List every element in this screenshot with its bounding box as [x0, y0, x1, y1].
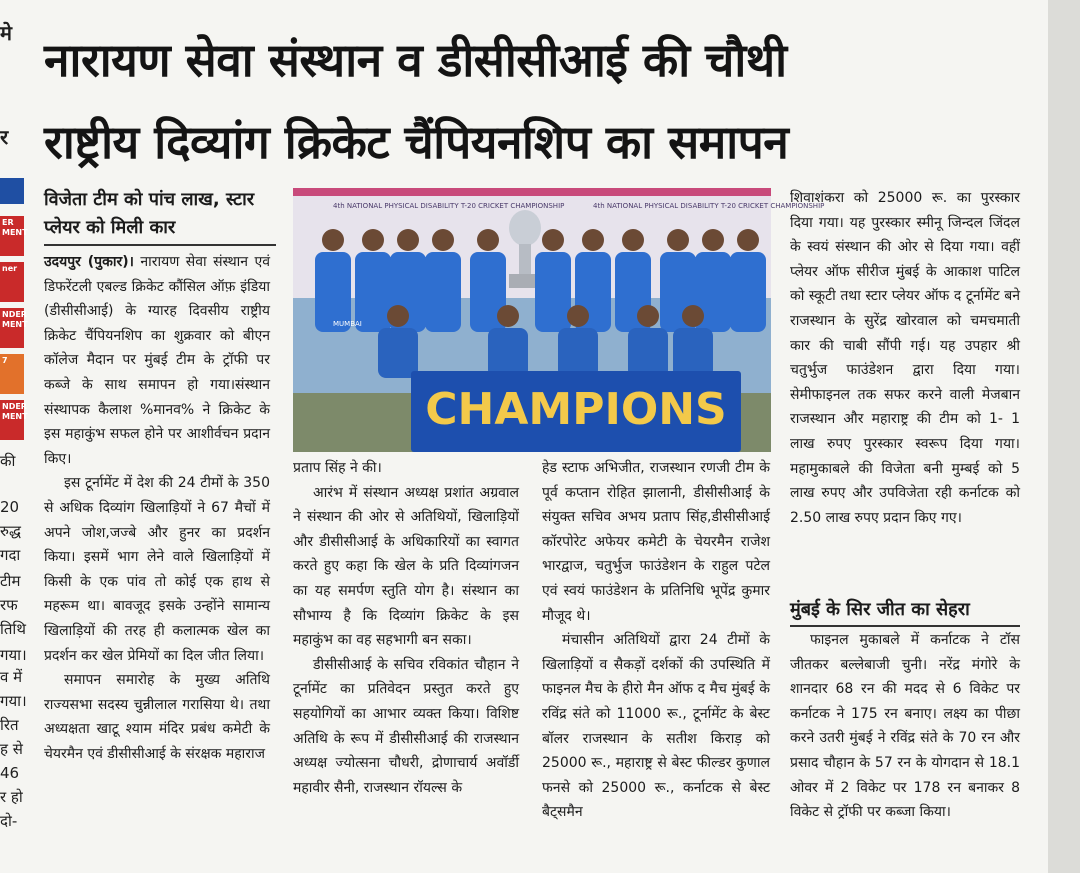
- paragraph: शिवाशंकरा को 25000 रू. का पुरस्कार दिया गया। यह पुरस्कार स्मीनू जिन्दल जिंदल के स्वयं संस्थान की ओर से दिया गया। वहीं प्लेयर ऑफ सीरीज मुंबई के आकाश पाटिल को स्कूटी तथा स्टार प्लेयर ऑफ द टूर्नामेंट बने राजस्थान के सुरेंद्र खोरवाल को चमचमाती कार की चाबी सौंपी गई। यह उपहार श्री चतुर्भुज फाउंडेशन द्वारा दिया गया। सेमीफाइनल तक सफर करने वाली मेजबान राजस्थान और महाराष्ट्र की टीम को 1- 1 लाख रुपए पुरस्कार स्वरूप दिया गया। महामुकाबले की विजेता बनी मुम्बई को 5 लाख रुपए और उपविजेता रही कर्नाटक को 2.50 लाख रुपए प्रदान किए गए।: [790, 190, 1020, 526]
- paragraph: इस टूर्नामेंट में देश की 24 टीमों के 350 से अधिक दिव्यांग खिलाड़ियों ने 67 मैचों में अपने जोश,जज्बे और हुनर का प्रदर्शन किया। इसमें भाग लेने वाले खिलाड़ियों में किसी के एक पांव तो कोई एक हाथ से महरूम था। बावजूद इसके उन्होंने सामान्य खिलाड़ियों की तरह ही कलात्मक खेल का प्रदर्शन कर खेल प्रेमियों का दिल जीत लिया।: [44, 475, 270, 664]
- dateline: उदयपुर (पुकार)।: [44, 254, 134, 270]
- adjacent-ad: [0, 178, 24, 204]
- adjacent-ad: NDER MENT: [0, 308, 24, 348]
- adjacent-ad: ER MENT: [0, 216, 24, 256]
- adjacent-text: र: [0, 125, 9, 149]
- adjacent-text: रित: [0, 716, 19, 734]
- adjacent-text: मे: [0, 21, 12, 45]
- paragraph: आरंभ में संस्थान अध्यक्ष प्रशांत अग्रवाल ने संस्थान की ओर से अतिथियों, खिलाड़ियों और डीसीसीआई के अधिकारियों का स्वागत करते हुए कहा कि खेल के प्रति दिव्यांगजन का यह समर्पण स्तुति योग है। संस्थान का सौभाग्य है कि दिव्यांग क्रिकेट के इस महाकुंभ का वह सहभागी बन सका।: [293, 484, 519, 649]
- paragraph: समापन समारोह के मुख्य अतिथि राज्यसभा सदस्य चुन्नीलाल गरासिया थे। तथा अध्यक्षता खाटू श्याम मंदिर प्रबंध कमेटी के चेयरमैन एवं डीसीसीआई के संरक्षक महाराज: [44, 672, 270, 762]
- backdrop-text: 4th NATIONAL PHYSICAL DISABILITY T-20 CRICKET CHAMPIONSHIP: [333, 202, 565, 210]
- headline-line-1: नारायण सेवा संस्थान व डीसीसीआई की चौथी: [44, 33, 787, 87]
- adjacent-ad: 7: [0, 354, 24, 394]
- adjacent-text: दो-: [0, 812, 18, 830]
- article-column-4-continued: [790, 628, 1020, 825]
- paragraph: मंचासीन अतिथियों द्वारा 24 टीमों के खिलाड़ियों व सैकड़ों दर्शकों की उपस्थिति में फाइनल मैच के हीरो मैन ऑफ द मैच मुंबई के रविंद्र संते को 11000 रू., टूर्नामेंट के बेस्ट बॉलर राजस्थान के सतीश किराड़ को 25000 रू., महाराष्ट्र से बेस्ट फील्डर कुणाल फनसे को 25000 रू., कर्नाटक से बेस्ट बैट्समैन: [542, 632, 770, 821]
- page-edge: [1048, 0, 1080, 873]
- adjacent-ad: ner: [0, 262, 24, 302]
- team-photo-illustration: [293, 188, 825, 452]
- adjacent-text: र हो: [0, 788, 23, 806]
- jersey-text: MUMBAI: [333, 320, 362, 328]
- adjacent-text: गदा: [0, 546, 21, 564]
- adjacent-text: 46: [0, 764, 20, 782]
- paragraph: हेड स्टाफ अभिजीत, राजस्थान रणजी टीम के पूर्व कप्तान रोहित झालानी, डीसीसीआई के संयुक्त सचिव अभय प्रताप सिंह,डीसीसीआई कॉरपोरेट अफेयर कमेटी के चेयरमैन राजेश भारद्वाज, चतुर्भुज फाउंडेशन के राहुल पटेल एवं स्वयं फाउंडेशन के प्रतिनिधि भूपेंद्र कुमार मौजूद थे।: [542, 460, 770, 624]
- article-column-4: [790, 186, 1020, 530]
- backdrop-text: 4th NATIONAL PHYSICAL DISABILITY T-20 CRICKET CHAMPIONSHIP: [593, 202, 825, 210]
- adjacent-text: 20: [0, 498, 20, 516]
- paragraph: डीसीसीआई के सचिव रविकांत चौहान ने टूर्नामेंट का प्रतिवेदन प्रस्तुत करते हुए सहयोगियों का आभार व्यक्त किया। विशिष्ट अतिथि के रूप में डीसीसीआई की राजस्थान अध्यक्ष ज्योत्सना चौधरी, द्रोणाचार्य अवॉर्डी महावीर सैनी, राजस्थान रॉयल्स के: [293, 656, 519, 796]
- adjacent-text: गया।: [0, 646, 27, 664]
- adjacent-text: टीम: [0, 572, 21, 590]
- adjacent-ad: NDER MENT: [0, 400, 24, 440]
- banner-text: CHAMPIONS: [425, 384, 727, 435]
- adjacent-text: रफ: [0, 596, 18, 614]
- subheadline: विजेता टीम को पांच लाख, स्टार प्लेयर को मिली कार: [44, 189, 255, 238]
- adjacent-text: गया।: [0, 692, 27, 710]
- crosshead: मुंबई के सिर जीत का सेहरा: [790, 599, 970, 620]
- crosshead-rule: [790, 625, 1020, 627]
- headline-line-2: राष्ट्रीय दिव्यांग क्रिकेट चैंपियनशिप का समापन: [44, 115, 789, 169]
- adjacent-text: की: [0, 452, 16, 470]
- subheadline-rule: [44, 244, 276, 246]
- paragraph: फाइनल मुकाबले में कर्नाटक ने टॉस जीतकर बल्लेबाजी चुनी। नरेंद्र मंगोरे के शानदार 68 रन की मदद से 6 विकेट पर कर्नाटक ने 175 रन बनाए। लक्ष्य का पीछा करने उतरी मुंबई ने रविंद्र संते के 70 रन और प्रसाद चौहान के 57 रन के योगदान से 18.1 ओवर में 2 विकेट पर 178 रन बनाकर 8 विकेट से ट्रॉफी पर कब्जा किया।: [790, 632, 1020, 821]
- adjacent-text: रुद्ध: [0, 522, 21, 540]
- article-column-3: [542, 456, 770, 825]
- paragraph: प्रताप सिंह ने की।: [293, 460, 382, 476]
- paragraph: नारायण सेवा संस्थान एवं डिफरेंटली एबल्ड क्रिकेट कौंसिल ऑफ़ इंडिया (डीसीसीआई) के ग्यारह दिवसीय राष्ट्रीय क्रिकेट चैंपियनशिप का शुक्रवार को बीएन कॉलेज मैदान पर मुंबई टीम के ट्रॉफी पर कब्जे के साथ समापन हो गया।संस्थान संस्थापक कैलाश %मानव% ने क्रिकेट के इस महाकुंभ सफल होने पर आशीर्वचन प्रदान किए।: [44, 254, 271, 467]
- adjacent-text: ह से: [0, 740, 23, 758]
- article-column-1: [44, 250, 270, 766]
- champions-banner: [411, 371, 741, 452]
- adjacent-text: व में: [0, 668, 23, 686]
- team-photo: [293, 188, 825, 452]
- page-bottom: [44, 868, 1024, 873]
- article-column-2: [293, 456, 519, 800]
- adjacent-text: तिथि: [0, 620, 26, 638]
- adjacent-article-fragment: [0, 0, 28, 873]
